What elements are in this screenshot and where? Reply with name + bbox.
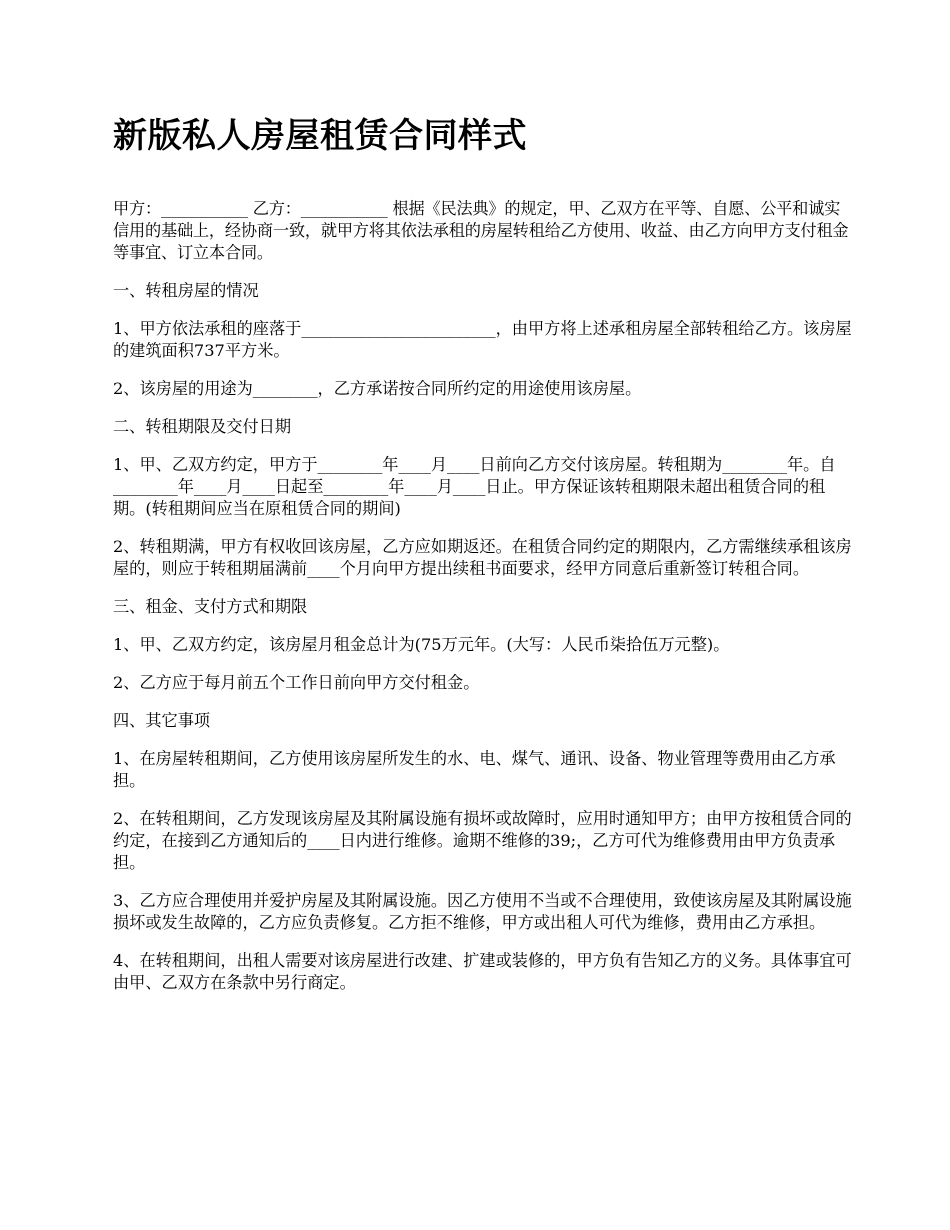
intro-paragraph: 甲方：___________ 乙方：___________ 根据《民法典》的规定，甲、乙双方在平等、自愿、公平和诚实信用的基础上，经协商一致，就甲方将其依法承租的房屋转租给乙方使用、收益、由乙方向甲方支付租金等事宜、订立本合同。 [113, 199, 849, 262]
clause-2-2: 2、转租期满，甲方有权收回该房屋，乙方应如期返还。在租赁合同约定的期限内，乙方需继续承租该房屋的，则应于转租期届满前____个月向甲方提出续租书面要求，经甲方同意后重新签订转租合同。 [113, 537, 852, 578]
clause-3-1: 1、甲、乙双方约定，该房屋月租金总计为(75万元年。(大写：人民币柒拾伍万元整)。 [113, 635, 730, 654]
section-heading-2: 二、转租期限及交付日期 [113, 417, 292, 436]
document-title: 新版私人房屋租赁合同样式 [113, 116, 527, 156]
document-page [113, 112, 853, 1010]
clause-4-4: 4、在转租期间，出租人需要对该房屋进行改建、扩建或装修的，甲方负有告知乙方的义务。具体事宜可由甲、乙双方在条款中另行商定。 [113, 951, 852, 992]
clause-3-2: 2、乙方应于每月前五个工作日前向甲方交付租金。 [113, 673, 480, 692]
clause-4-2: 2、在转租期间，乙方发现该房屋及其附属设施有损坏或故障时，应用时通知甲方；由甲方按租赁合同的约定，在接到乙方通知后的____日内进行维修。逾期不维修的39;，乙方可代为维修费用由甲方负责承担。 [113, 809, 852, 872]
clause-4-1: 1、在房屋转租期间，乙方使用该房屋所发生的水、电、煤气、通讯、设备、物业管理等费用由乙方承担。 [113, 749, 836, 790]
section-heading-3: 三、租金、支付方式和期限 [113, 597, 308, 616]
clause-1-1: 1、甲方依法承租的座落于________________________，由甲方将上述承租房屋全部转租给乙方。该房屋的建筑面积737平方米。 [113, 319, 852, 360]
clause-2-1: 1、甲、乙双方约定，甲方于________年____月____日前向乙方交付该房屋。转租期为________年。自________年____月____日起至________年____月____日止。甲方保证该转租期限未超出租赁合同的租期。(转租期间应当在原租赁合同的期间) [113, 455, 836, 518]
clause-1-2: 2、该房屋的用途为________，乙方承诺按合同所约定的用途使用该房屋。 [113, 379, 642, 398]
section-heading-1: 一、转租房屋的情况 [113, 281, 259, 300]
section-heading-4: 四、其它事项 [113, 711, 211, 730]
clause-4-3: 3、乙方应合理使用并爱护房屋及其附属设施。因乙方使用不当或不合理使用，致使该房屋及其附属设施损坏或发生故障的，乙方应负责修复。乙方拒不维修，甲方或出租人可代为维修，费用由乙方承担。 [113, 891, 852, 932]
